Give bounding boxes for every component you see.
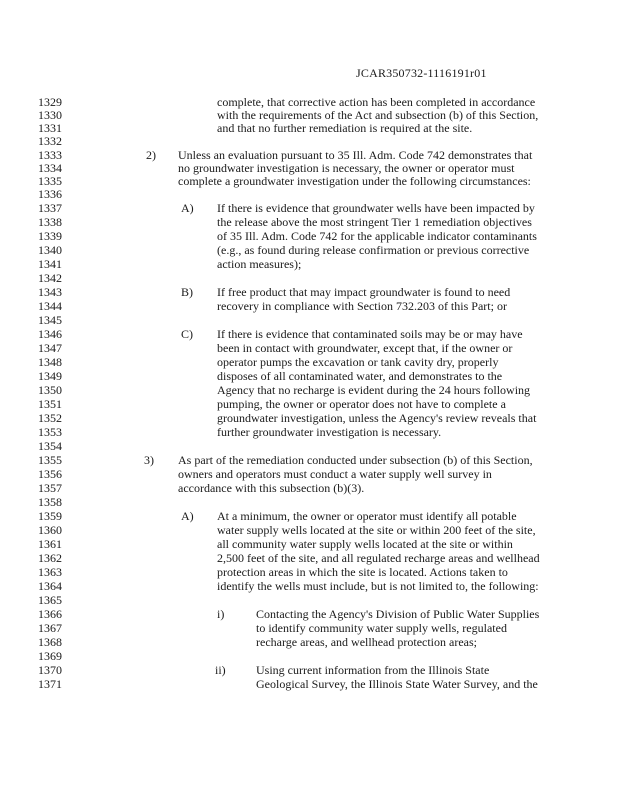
text-line: Agency that no recharge is evident during the 24 hours following xyxy=(217,383,531,397)
text-line: all community water supply wells located at the site or within xyxy=(217,537,513,551)
text-line: At a minimum, the owner or operator must identify all potable xyxy=(217,509,517,523)
item-marker: 3) xyxy=(144,453,154,467)
line-number: 1367 xyxy=(38,621,62,635)
text-line: protection areas in which the site is located. Actions taken to xyxy=(217,565,508,579)
text-line: accordance with this subsection (b)(3). xyxy=(178,481,365,495)
line-number: 1361 xyxy=(38,537,62,551)
text-line: (e.g., as found during release confirmation or previous corrective xyxy=(217,243,530,257)
item-marker: 2) xyxy=(146,148,156,162)
text-line: operator pumps the excavation or tank cavity dry, properly xyxy=(217,355,499,369)
text-line: If there is evidence that groundwater wells have been impacted by xyxy=(217,201,535,215)
line-number: 1347 xyxy=(38,341,62,355)
line-number: 1341 xyxy=(38,257,62,271)
line-number: 1354 xyxy=(38,439,62,453)
line-number: 1360 xyxy=(38,523,62,537)
line-number: 1357 xyxy=(38,481,62,495)
line-number: 1358 xyxy=(38,495,62,509)
text-line: disposes of all contaminated water, and demonstrates to the xyxy=(217,369,503,383)
line-number: 1349 xyxy=(38,369,62,383)
line-number: 1366 xyxy=(38,607,62,621)
text-line: and that no further remediation is required at the site. xyxy=(217,121,473,135)
text-line: Unless an evaluation pursuant to 35 Ill. Adm. Code 742 demonstrates that xyxy=(178,148,533,162)
line-number: 1365 xyxy=(38,593,62,607)
line-number: 1330 xyxy=(38,108,62,122)
line-number: 1329 xyxy=(38,95,62,109)
text-line: Contacting the Agency's Division of Public Water Supplies xyxy=(256,607,540,621)
line-number: 1343 xyxy=(38,285,62,299)
line-number: 1333 xyxy=(38,148,62,162)
text-line: owners and operators must conduct a water supply well survey in xyxy=(178,467,492,481)
line-number: 1346 xyxy=(38,327,62,341)
line-number: 1334 xyxy=(38,161,62,175)
item-marker: B) xyxy=(181,285,193,299)
line-number: 1356 xyxy=(38,467,62,481)
text-line: no groundwater investigation is necessary, the owner or operator must xyxy=(178,161,515,175)
line-number: 1348 xyxy=(38,355,62,369)
document-id-header: JCAR350732-1116191r01 xyxy=(356,66,487,80)
item-marker: C) xyxy=(181,327,193,341)
text-line: identify the wells must include, but is not limited to, the following: xyxy=(217,579,539,593)
line-number: 1339 xyxy=(38,229,62,243)
line-number: 1369 xyxy=(38,649,62,663)
item-marker: A) xyxy=(181,201,194,215)
text-line: As part of the remediation conducted under subsection (b) of this Section, xyxy=(178,453,533,467)
text-line: complete, that corrective action has been completed in accordance xyxy=(217,95,536,109)
item-marker: i) xyxy=(217,607,225,621)
line-number: 1355 xyxy=(38,453,62,467)
item-marker: ii) xyxy=(215,663,226,677)
line-number: 1342 xyxy=(38,271,62,285)
text-line: If there is evidence that contaminated soils may be or may have xyxy=(217,327,523,341)
text-line: Geological Survey, the Illinois State Water Survey, and the xyxy=(256,677,538,691)
text-line: further groundwater investigation is necessary. xyxy=(217,425,442,439)
line-number: 1353 xyxy=(38,425,62,439)
text-line: pumping, the owner or operator does not have to complete a xyxy=(217,397,506,411)
text-line: If free product that may impact groundwater is found to need xyxy=(217,285,511,299)
line-number: 1335 xyxy=(38,174,62,188)
text-line: 2,500 feet of the site, and all regulated recharge areas and wellhead xyxy=(217,551,540,565)
text-line: complete a groundwater investigation under the following circumstances: xyxy=(178,174,531,188)
text-line: with the requirements of the Act and subsection (b) of this Section, xyxy=(217,108,539,122)
text-line: recovery in compliance with Section 732.203 of this Part; or xyxy=(217,299,507,313)
line-number: 1338 xyxy=(38,215,62,229)
line-number: 1368 xyxy=(38,635,62,649)
line-number: 1344 xyxy=(38,299,62,313)
text-line: the release above the most stringent Tier 1 remediation objectives xyxy=(217,215,532,229)
line-number: 1350 xyxy=(38,383,62,397)
line-number: 1352 xyxy=(38,411,62,425)
line-number: 1337 xyxy=(38,201,62,215)
line-number: 1351 xyxy=(38,397,62,411)
text-line: Using current information from the Illinois State xyxy=(256,663,490,677)
line-number: 1345 xyxy=(38,313,62,327)
text-line: recharge areas, and wellhead protection areas; xyxy=(256,635,477,649)
text-line: water supply wells located at the site or within 200 feet of the site, xyxy=(217,523,536,537)
line-number: 1363 xyxy=(38,565,62,579)
line-number: 1370 xyxy=(38,663,62,677)
text-line: groundwater investigation, unless the Agency's review reveals that xyxy=(217,411,537,425)
line-number: 1332 xyxy=(38,134,62,148)
item-marker: A) xyxy=(181,509,194,523)
text-line: action measures); xyxy=(217,257,302,271)
line-number: 1359 xyxy=(38,509,62,523)
line-number: 1331 xyxy=(38,121,62,135)
text-line: of 35 Ill. Adm. Code 742 for the applicable indicator contaminants xyxy=(217,229,537,243)
line-number: 1336 xyxy=(38,187,62,201)
line-number: 1371 xyxy=(38,677,62,691)
text-line: been in contact with groundwater, except that, if the owner or xyxy=(217,341,513,355)
line-number: 1340 xyxy=(38,243,62,257)
text-line: to identify community water supply wells, regulated xyxy=(256,621,507,635)
line-number: 1362 xyxy=(38,551,62,565)
line-number: 1364 xyxy=(38,579,62,593)
